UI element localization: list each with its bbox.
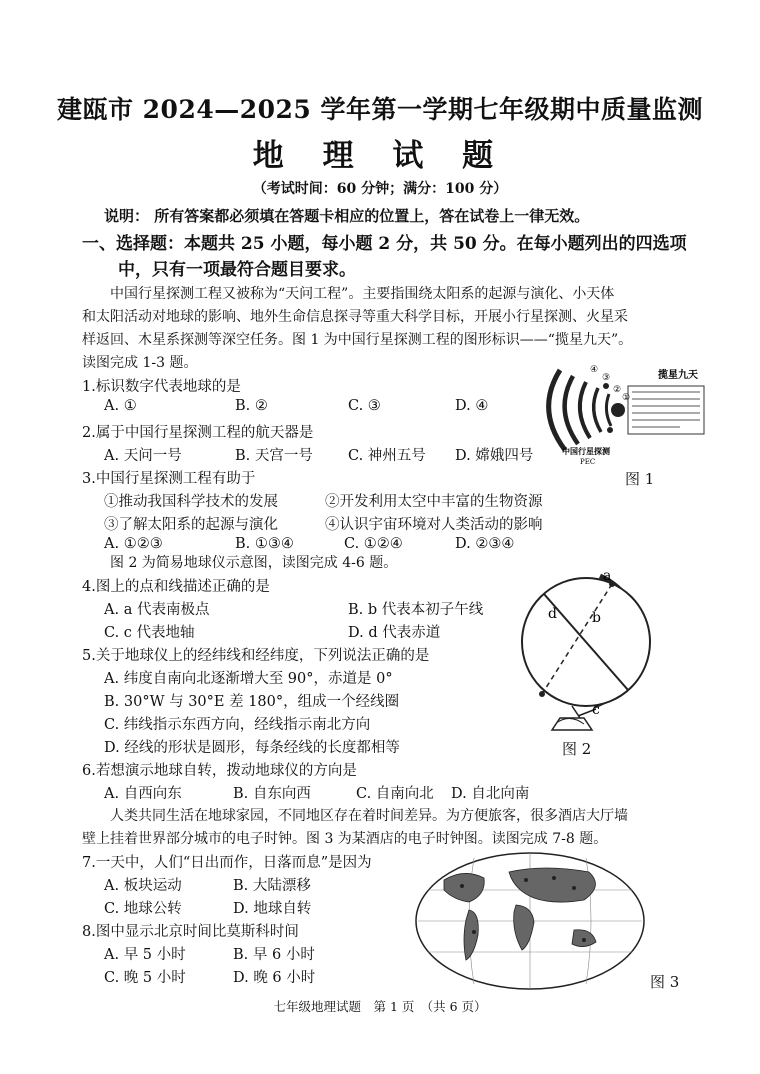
q2-option-b: B. 天宫一号 — [235, 448, 313, 464]
q3-statement-1: ①推动我国科学技术的发展 — [104, 494, 278, 510]
figure1-logo-sub: 中国行星探测 — [562, 446, 610, 456]
q5-stem: 5.关于地球仪上的经纬线和经纬度，下列说法正确的是 — [82, 648, 430, 664]
q1-option-b: B. ② — [235, 398, 268, 414]
figure2-label-b: b — [592, 610, 601, 626]
q4-option-d: D. d 代表赤道 — [348, 625, 441, 641]
q6-option-b: B. 自东向西 — [233, 786, 311, 802]
q4-option-c: C. c 代表地轴 — [104, 625, 195, 641]
q6-stem: 6.若想演示地球自转，拨动地球仪的方向是 — [82, 763, 357, 779]
figure2-label-a: a — [603, 568, 612, 584]
q3-option-b: B. ①③④ — [235, 536, 294, 552]
figure1-label-4: ④ — [590, 365, 599, 375]
q3-statement-3: ③了解太阳系的起源与演化 — [104, 517, 278, 533]
q6-option-c: C. 自南向北 — [356, 786, 434, 802]
q1-option-d: D. ④ — [455, 398, 489, 414]
q3-option-d: D. ②③④ — [455, 536, 515, 552]
q3-option-c: C. ①②④ — [344, 536, 403, 552]
figure2-caption: 图 2 — [562, 740, 592, 758]
q7-option-c: C. 地球公转 — [104, 901, 182, 917]
q3-option-a: A. ①②③ — [104, 536, 163, 552]
exam-title: 建瓯市 2024—2025 学年第一学期七年级期中质量监测 — [56, 95, 704, 124]
figure1-label-3: ③ — [602, 373, 611, 383]
q3-stem: 3.中国行星探测工程有助于 — [82, 471, 256, 487]
figure1-logo-abbr: PEC — [580, 458, 596, 466]
q3-statement-4: ④认识宇宙环境对人类活动的影响 — [325, 517, 543, 533]
q5-option-a: A. 纬度自南向北逐渐增大至 90°，赤道是 0° — [104, 671, 393, 687]
page-footer: 七年级地理试题 第 1 页 （共 6 页） — [273, 999, 487, 1014]
q2-option-d: D. 嫦娥四号 — [455, 448, 534, 464]
q8-option-a: A. 早 5 小时 — [104, 947, 186, 963]
q4-option-a: A. a 代表南极点 — [104, 602, 210, 618]
q8-stem: 8.图中显示北京时间比莫斯科时间 — [82, 924, 299, 940]
q5-option-c: C. 纬线指示东西方向，经线指示南北方向 — [104, 717, 371, 733]
instructions-note: 说明： 所有答案都必须填在答题卡相应的位置上，答在试卷上一律无效。 — [104, 207, 590, 225]
passage1-line1: 中国行星探测工程又被称为“天问工程”。主要指围绕太阳系的起源与演化、小天体 — [110, 286, 615, 302]
q8-option-c: C. 晚 5 小时 — [104, 970, 186, 986]
q8-option-d: D. 晚 6 小时 — [233, 970, 316, 986]
q1-option-c: C. ③ — [348, 398, 381, 414]
q6-option-a: A. 自西向东 — [104, 786, 182, 802]
exam-info: （考试时间：60 分钟；满分：100 分） — [252, 181, 508, 197]
passage1-line4: 读图完成 1-3 题。 — [82, 355, 198, 371]
passage3-line2: 壁上挂着世界部分城市的电子时钟。图 3 为某酒店的电子时钟图。读图完成 7-8 题。 — [82, 831, 608, 847]
q5-option-d: D. 经线的形状是圆形，每条经线的长度都相等 — [104, 740, 400, 756]
section-title-line2: 中，只有一项最符合题目要求。 — [118, 260, 356, 280]
passage1-line2: 和太阳活动对地球的影响、地外生命信息探寻等重大科学目标，开展小行星探测、火星采 — [82, 309, 628, 325]
figure1-logo-title: 揽星九天 — [658, 370, 698, 381]
passage1-line3: 样返回、木星系探测等深空任务。图 1 为中国行星探测工程的图形标识——“揽星九天”。 — [82, 332, 633, 348]
q7-stem: 7.一天中，人们“日出而作，日落而息”是因为 — [82, 855, 372, 871]
q4-stem: 4.图上的点和线描述正确的是 — [82, 579, 270, 595]
figure2-label-c: c — [592, 702, 600, 718]
figure1-label-2: ② — [613, 385, 622, 395]
figure2-globe — [508, 566, 668, 736]
section-title-line1: 一、选择题：本题共 25 小题，每小题 2 分，共 50 分。在每小题列出的四选项 — [82, 234, 687, 254]
q4-option-b: B. b 代表本初子午线 — [348, 602, 484, 618]
q6-option-d: D. 自北向南 — [451, 786, 530, 802]
q2-option-a: A. 天问一号 — [104, 448, 182, 464]
q3-statement-2: ②开发利用太空中丰富的生物资源 — [325, 494, 543, 510]
q7-option-d: D. 地球自转 — [233, 901, 312, 917]
passage2: 图 2 为简易地球仪示意图，读图完成 4-6 题。 — [110, 555, 398, 571]
figure1-pec-logo — [540, 350, 755, 475]
q1-stem: 1.标识数字代表地球的是 — [82, 379, 241, 395]
q7-option-a: A. 板块运动 — [104, 878, 182, 894]
q1-option-a: A. ① — [104, 398, 137, 414]
subject-title: 地 理 试 题 — [252, 138, 508, 174]
q2-stem: 2.属于中国行星探测工程的航天器是 — [82, 425, 314, 441]
figure2-label-d: d — [548, 606, 557, 622]
q2-option-c: C. 神州五号 — [348, 448, 426, 464]
figure1-label-1: ① — [622, 393, 631, 403]
passage3-line1: 人类共同生活在地球家园，不同地区存在着时间差异。为方便旅客，很多酒店大厅墙 — [110, 808, 628, 824]
q7-option-b: B. 大陆漂移 — [233, 878, 311, 894]
q5-option-b: B. 30°W 与 30°E 差 180°，组成一个经线圈 — [104, 694, 400, 710]
q8-option-b: B. 早 6 小时 — [233, 947, 315, 963]
figure1-caption: 图 1 — [625, 470, 655, 488]
figure3-world-clock-map — [414, 850, 646, 993]
figure3-caption: 图 3 — [650, 973, 680, 991]
